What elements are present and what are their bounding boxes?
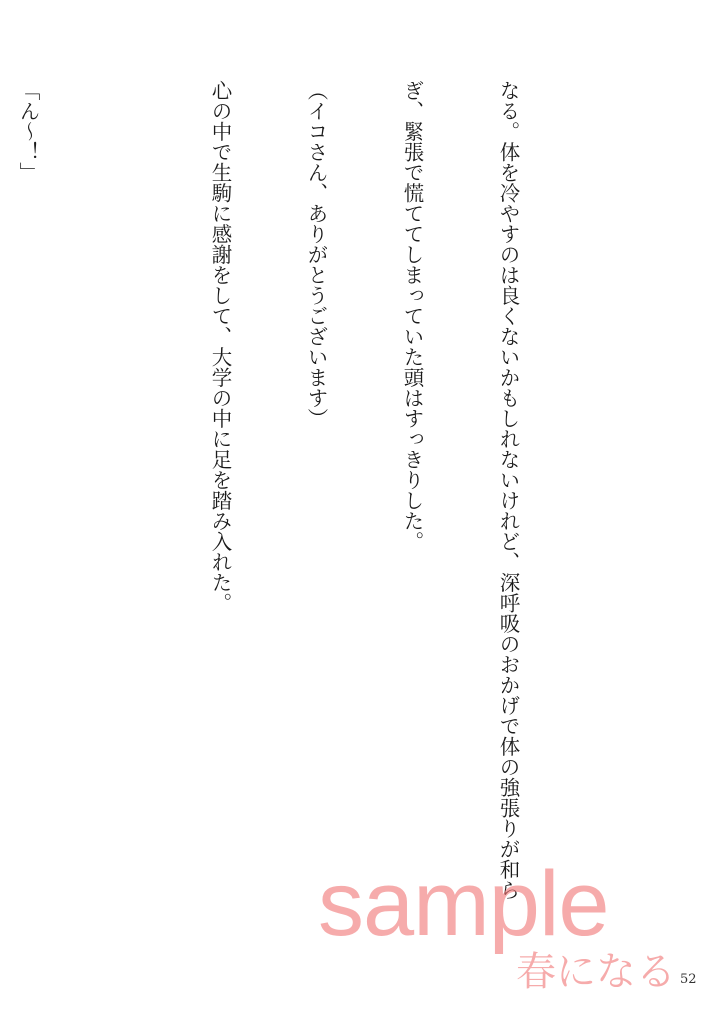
text-line: なる。体を冷やすのは良くないかもしれないけれど、深呼吸のおかげで体の強張りが和ら: [496, 80, 520, 900]
sample-watermark: sample: [318, 853, 609, 955]
page-number: 52: [680, 972, 697, 987]
text-line: ぎ、緊張で慌ててしまっていた頭はすっきりした。: [400, 80, 424, 552]
vertical-text-body: [0, 80, 588, 960]
text-line: 「ん〜！」: [16, 80, 40, 183]
blank-line: [108, 80, 140, 960]
text-line: （イコさん、ありがとうございます）: [304, 80, 328, 429]
text-line: 心の中で生駒に感謝をして、大学の中に足を踏み入れた。: [208, 80, 232, 613]
watermark-author: 春になる: [516, 949, 676, 995]
